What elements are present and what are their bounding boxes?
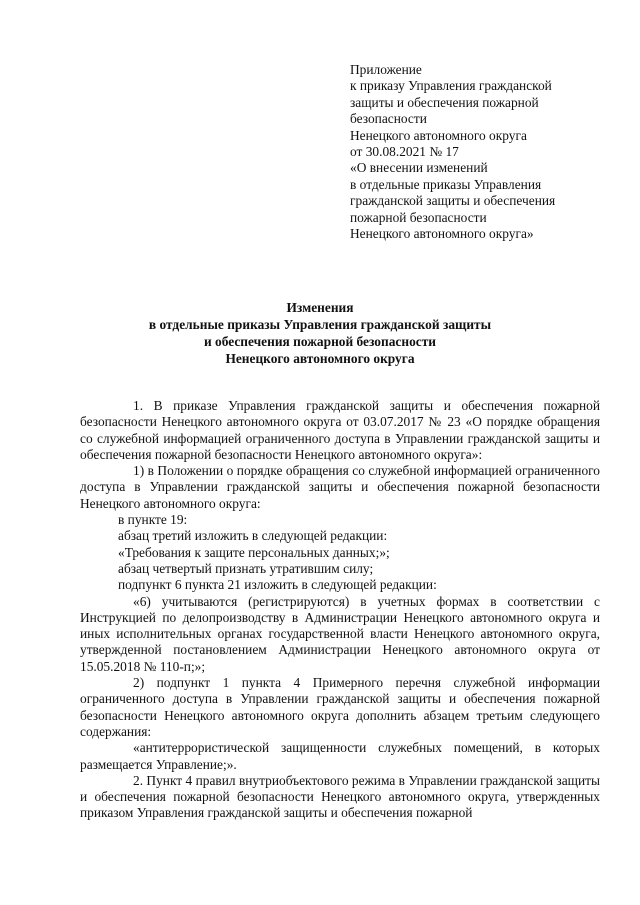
body-paragraph: «антитеррористической защищенности служебных помещений, в которых размещается Управление;». (80, 740, 600, 772)
appendix-line: пожарной безопасности (350, 209, 487, 225)
body-paragraph: 2) подпункт 1 пункта 4 Примерного перечня служебной информации ограниченного доступа в Управлении гражданской защиты и обеспечения пожарной безопасности Ненецкого автономного округа дополнить абзацем третьим следующего содержания: (80, 675, 600, 739)
appendix-line: гражданской защиты и обеспечения (350, 193, 556, 209)
body-paragraph: 1) в Положении о порядке обращения со служебной информацией ограниченного доступа в Управлении гражданской защиты и обеспечения пожарной безопасности Ненецкого автономного округа: (80, 463, 600, 511)
title-line: и обеспечения пожарной безопасности (203, 334, 437, 349)
title-line: Ненецкого автономного округа (225, 351, 415, 366)
appendix-line: «О внесении изменений (350, 160, 488, 176)
appendix-line: защиты и обеспечения пожарной (350, 94, 539, 110)
body-paragraph: «6) учитываются (регистрируются) в учетных формах в соответствии с Инструкцией по делопроизводству в Администрации Ненецкого автономного округа и иных исполнительных органах государственной власти Ненецкого автономного округа, утвержденной постановлением Администрации Ненецкого автономного округа от 15.05.2018 № 110-п;»; (80, 593, 600, 674)
appendix-line: в отдельные приказы Управления (350, 176, 542, 192)
body-paragraph: абзац третий изложить в следующей редакции: (118, 528, 388, 544)
body-paragraph: 2. Пункт 4 правил внутриобъектового режима в Управлении гражданской защиты и обеспечения пожарной безопасности Ненецкого автономного округа, утвержденных приказом Управления гражданской защиты и обеспечения пожарной (80, 772, 600, 821)
body-paragraph: 1. В приказе Управления гражданской защиты и обеспечения пожарной безопасности Ненецкого автономного округа от 03.07.2017 № 23 «О порядке обращения со служебной информацией ограниченного доступа в Управлении гражданской защиты и обеспечения пожарной безопасности Ненецкого автономного округа»: (80, 398, 600, 462)
appendix-line: Приложение (350, 62, 422, 77)
title-line: Изменения (286, 300, 354, 315)
body-paragraph: абзац четвертый признать утратившим силу; (118, 560, 374, 576)
body-paragraph: «Требования к защите персональных данных;»; (118, 544, 390, 560)
title-line: в отдельные приказы Управления гражданской защиты (148, 317, 492, 332)
body-paragraph: подпункт 6 пункта 21 изложить в следующей редакции: (118, 577, 437, 593)
document-body (80, 398, 600, 822)
document-title (40, 299, 600, 367)
body-paragraph: в пункте 19: (118, 512, 188, 528)
appendix-line: Ненецкого автономного округа (350, 127, 527, 143)
appendix-block (350, 62, 610, 242)
appendix-line: от 30.08.2021 № 17 (350, 144, 459, 160)
appendix-line: Ненецкого автономного округа» (350, 226, 534, 242)
appendix-line: к приказу Управления гражданской (350, 78, 552, 94)
appendix-line: безопасности (350, 111, 427, 127)
